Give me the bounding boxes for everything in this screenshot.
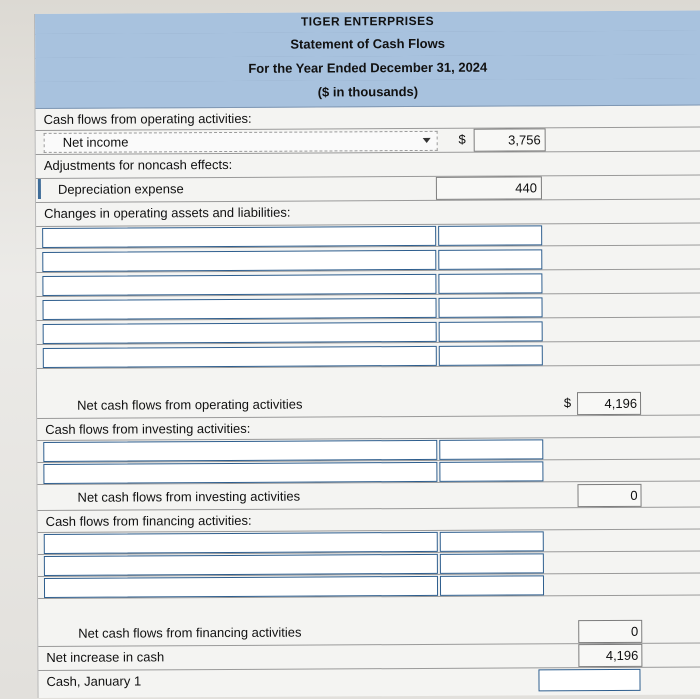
net-financing-input[interactable] [578, 620, 642, 643]
amount-input[interactable] [439, 345, 543, 366]
account-select[interactable] [43, 346, 437, 368]
investing-blank-row [37, 459, 700, 485]
account-select[interactable] [42, 298, 436, 320]
operating-blank-row [37, 343, 700, 369]
net-financing-value: 0 [630, 623, 639, 639]
account-select[interactable] [44, 532, 438, 554]
account-select[interactable] [44, 576, 438, 598]
amount-input[interactable] [440, 575, 544, 596]
depreciation-input[interactable] [436, 176, 542, 200]
net-income-input[interactable] [474, 128, 546, 151]
financing-heading: Cash flows from financing activities: [45, 512, 252, 529]
statement-title: Statement of Cash Flows [35, 31, 700, 59]
operating-blank-row [37, 319, 700, 345]
financing-blank-row [38, 573, 700, 599]
amount-input[interactable] [438, 225, 542, 246]
net-increase-label: Net increase in cash [46, 649, 165, 665]
net-increase-value: 4,196 [605, 647, 639, 664]
account-select[interactable] [42, 226, 436, 248]
net-income-label: Net income [62, 134, 129, 150]
cash-flow-worksheet [34, 11, 700, 698]
investing-heading: Cash flows from investing activities: [45, 420, 251, 437]
account-select[interactable] [42, 250, 436, 272]
net-investing-value: 0 [630, 487, 638, 503]
net-operating-currency: $ [563, 395, 572, 411]
company-name: TIGER ENTERPRISES [35, 11, 700, 35]
chevron-down-icon[interactable] [423, 138, 431, 143]
net-income-currency: $ [458, 131, 466, 147]
statement-period: For the Year Ended December 31, 2024 [35, 55, 700, 83]
net-operating-input[interactable] [577, 392, 641, 415]
account-select[interactable] [42, 274, 436, 296]
operating-blank-row [36, 247, 700, 273]
amount-input[interactable] [438, 249, 542, 270]
net-operating-value: 4,196 [604, 395, 638, 412]
cash-january-row [38, 667, 700, 694]
net-investing-input[interactable] [577, 484, 641, 507]
cash-january-input[interactable] [538, 669, 640, 692]
operating-heading: Cash flows from operating activities: [43, 110, 252, 127]
cash-january-label: Cash, January 1 [46, 673, 142, 689]
amount-input[interactable] [438, 273, 542, 294]
net-investing-label: Net cash flows from investing activities [77, 488, 301, 505]
account-select[interactable] [44, 554, 438, 576]
operating-blank-row [36, 223, 700, 249]
amount-input[interactable] [439, 461, 543, 482]
amount-input[interactable] [438, 297, 542, 318]
depreciation-label: Depreciation expense [57, 181, 184, 197]
row-marker [38, 179, 41, 199]
operating-blank-row [36, 271, 700, 297]
net-financing-label: Net cash flows from financing activities [78, 624, 302, 641]
net-operating-label: Net cash flows from operating activities [77, 396, 303, 413]
net-increase-input[interactable] [578, 644, 642, 667]
amount-input[interactable] [440, 553, 544, 574]
account-select[interactable] [43, 322, 437, 344]
adjustments-heading: Adjustments for noncash effects: [43, 156, 233, 173]
net-income-value: 3,756 [508, 132, 541, 148]
changes-heading: Changes in operating assets and liabilities: [44, 204, 291, 221]
account-select[interactable] [43, 462, 437, 484]
amount-input[interactable] [440, 531, 544, 552]
statement-units: ($ in thousands) [35, 79, 700, 109]
depreciation-value: 440 [515, 180, 537, 196]
net-income-select[interactable] [44, 131, 438, 153]
operating-blank-row [36, 295, 700, 321]
account-select[interactable] [43, 440, 437, 462]
amount-input[interactable] [439, 439, 543, 460]
amount-input[interactable] [439, 321, 543, 342]
